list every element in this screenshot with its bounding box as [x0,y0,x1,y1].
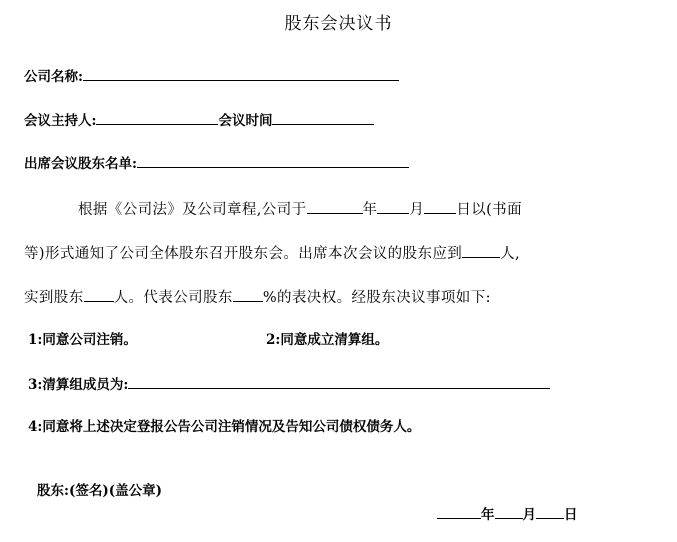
date-year: 年 [481,507,495,523]
item-1: 1:同意公司注销。 [28,332,137,348]
item-4: 4:同意将上述决定登报公告公司注销情况及告知公司债权债务人。 [28,419,421,435]
host-row [24,109,374,131]
item-2-row [266,330,388,350]
paragraph-line-3 [24,286,491,308]
para3-text-a: 实到股东 [24,290,84,306]
item-1-row [28,330,137,350]
date-day: 日 [564,507,578,523]
signature-row [37,481,162,501]
expected-shareholders-blank[interactable] [462,242,500,258]
paragraph-line-1 [78,198,522,220]
para1-day: 日以(书面 [456,202,522,218]
meeting-time-label: 会议时间 [218,113,273,129]
company-name-label: 公司名称: [24,69,83,85]
meeting-time-blank[interactable] [272,109,374,125]
item-2: 2:同意成立清算组。 [266,332,389,348]
sign-day-blank[interactable] [536,503,564,519]
date-month: 月 [522,507,536,523]
item-4-row [28,417,420,437]
document-title: 股东会决议书 [284,14,393,34]
signature-label: 股东:(签名)(盖公章) [37,483,163,499]
notice-day-blank[interactable] [424,198,456,214]
para1-month: 月 [409,202,425,218]
para1-text: 根据《公司法》及公司章程,公司于 [78,202,307,218]
para3-text-c: %的表决权。经股东决议事项如下: [262,290,491,306]
para1-year: 年 [362,202,378,218]
notice-month-blank[interactable] [377,198,409,214]
host-label: 会议主持人: [24,113,97,129]
notice-year-blank[interactable] [307,198,363,214]
voting-percent-blank[interactable] [233,286,263,302]
item-3-label: 3:清算组成员为: [28,377,129,393]
date-row [437,503,578,525]
sign-month-blank[interactable] [495,503,523,519]
para2-text: 等)形式通知了公司全体股东召开股东会。出席本次会议的股东应到 [24,246,463,262]
sign-year-blank[interactable] [437,503,481,519]
paragraph-line-2 [24,242,520,264]
company-name-row [24,65,399,87]
attendees-blank[interactable] [137,152,409,168]
actual-shareholders-blank[interactable] [84,286,114,302]
liquidation-members-blank[interactable] [128,373,550,389]
company-name-blank[interactable] [83,65,399,81]
item-3-row [28,373,550,395]
para2-person: 人, [500,246,521,262]
host-blank[interactable] [96,109,218,125]
attendees-row [24,152,409,174]
attendees-label: 出席会议股东名单: [24,156,137,172]
para3-text-b: 人。代表公司股东 [113,290,233,306]
